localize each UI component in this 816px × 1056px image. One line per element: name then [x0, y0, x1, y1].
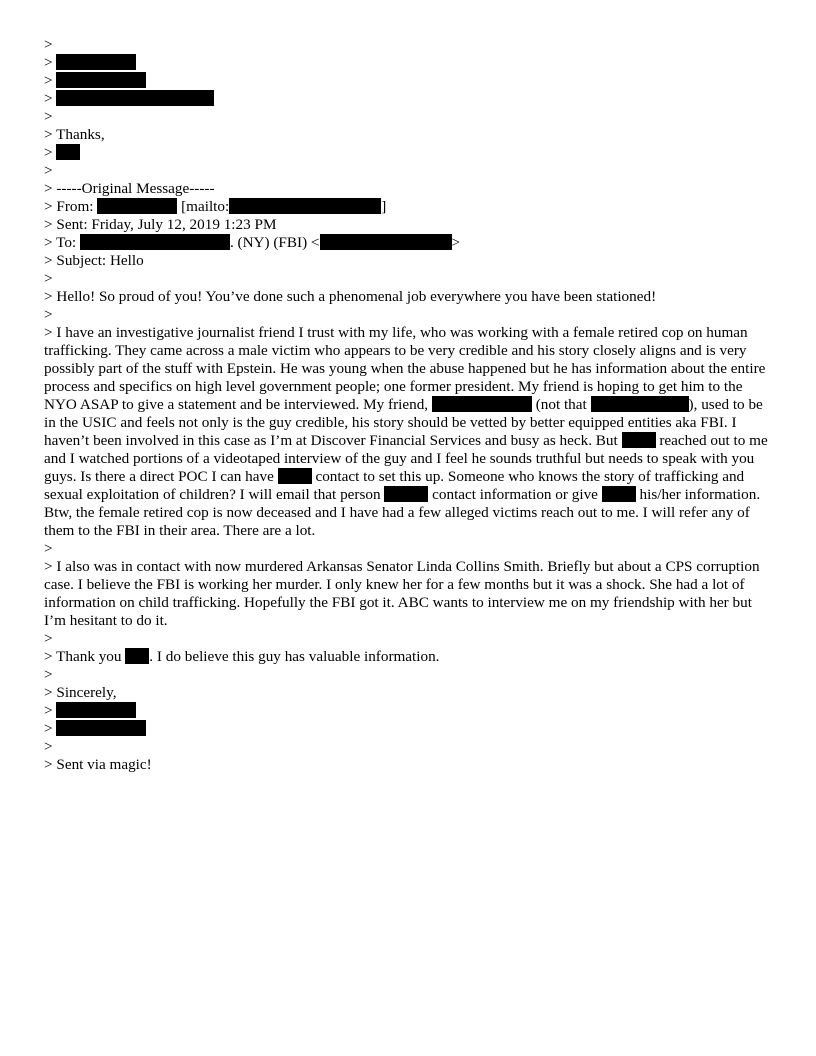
redaction-box [278, 468, 312, 484]
quote-marker: > [44, 288, 53, 305]
thanks-line [44, 126, 772, 144]
p1-e: contact to set this up. Someone who knows the story of trafficking and sexual exploitation of children? I will email that person [44, 468, 745, 503]
sincerely-text: Sincerely, [56, 684, 117, 701]
quote-line [44, 630, 772, 648]
subject-text: Subject: Hello [56, 252, 144, 269]
quote-marker: > [44, 666, 53, 683]
quote-line [44, 540, 772, 558]
redaction-box [56, 720, 146, 736]
quote-marker: > [44, 108, 53, 125]
p1-g: his/her information. Btw, the female retired cop is now deceased and I have had a few alleged victims reach out to me. I will refer any of them to the FBI in their area. There are a lot. [44, 486, 761, 539]
redaction-box [56, 54, 136, 70]
redaction-box [622, 432, 656, 448]
quote-marker: > [44, 126, 53, 143]
body-paragraph-2 [44, 558, 772, 630]
quote-marker: > [44, 630, 53, 647]
quote-line [44, 54, 772, 72]
quote-line [44, 90, 772, 108]
hello-line [44, 288, 772, 306]
quote-marker: > [44, 738, 53, 755]
thank-you-a: Thank you [56, 648, 122, 665]
quote-marker: > [44, 306, 53, 323]
quote-line [44, 738, 772, 756]
from-label: From: [56, 198, 94, 215]
quote-marker: > [44, 162, 53, 179]
mailto-close: ] [381, 198, 387, 215]
redaction-box [97, 198, 177, 214]
hello-text: Hello! So proud of you! You’ve done such a phenomenal job everywhere you have been stationed! [56, 288, 657, 305]
to-mid: . (NY) (FBI) < [229, 234, 320, 251]
p1-a: I have an investigative journalist friend I trust with my life, who was working with a female retired cop on human trafficking. They came across a male victim who appears to be very credible and his story closely aligns and is very possibly part of the stuff with Epstein. He was young when the abuse happened but he has information about the entire process and specifics on high level government people; one former president. My friend is hoping to get him to the NYO ASAP to give a statement and be interviewed. My friend, [44, 324, 766, 413]
to-label: To: [56, 234, 77, 251]
p1-b: (not that [535, 396, 587, 413]
redaction-box [56, 72, 146, 88]
redaction-box [125, 648, 149, 664]
p2-text: I also was in contact with now murdered Arkansas Senator Linda Collins Smith. Briefly but about a CPS corruption case. I believe the FBI is working her murder. I only knew her for a few months but it was a shock. She had a lot of information on child trafficking. Hopefully the FBI got it. ABC wants to interview me on my friendship with her but I’m hesitant to do it. [44, 558, 760, 629]
p1-d: reached out to me and I watched portions of a videotaped interview of the guy and I feel he sounds truthful but needs to speak with you guys. Is there a direct POC I can have [44, 432, 768, 485]
redaction-box [56, 702, 136, 718]
quote-line [44, 306, 772, 324]
quote-marker: > [44, 684, 53, 701]
quote-marker: > [44, 702, 53, 719]
email-document [44, 36, 772, 774]
sincerely-line [44, 684, 772, 702]
original-message-header: -----Original Message----- [56, 180, 215, 197]
quote-marker: > [44, 252, 53, 269]
quote-marker: > [44, 648, 53, 665]
quote-marker: > [44, 144, 53, 161]
quote-line [44, 720, 772, 738]
to-close: > [451, 234, 461, 251]
thanks-text: Thanks, [56, 126, 105, 143]
redaction-box [602, 486, 636, 502]
p1-c: ), used to be in the USIC and feels not only is the guy credible, his story should be vetted by better equipped entities aka FBI. I haven’t been involved in this case as I’m at Discover Financial Services and busy as heck. But [44, 396, 763, 449]
original-message-line [44, 180, 772, 198]
quote-marker: > [44, 72, 53, 89]
quote-marker: > [44, 198, 53, 215]
quote-marker: > [44, 558, 53, 575]
to-line [44, 234, 772, 252]
p1-f: contact information or give [432, 486, 598, 503]
subject-line [44, 252, 772, 270]
thank-you-b: . I do believe this guy has valuable information. [149, 648, 440, 665]
quote-marker: > [44, 36, 53, 53]
quote-marker: > [44, 540, 53, 557]
redaction-box [56, 144, 80, 160]
sent-line [44, 216, 772, 234]
sent-via-line [44, 756, 772, 774]
redaction-box [80, 234, 230, 250]
quote-marker: > [44, 270, 53, 287]
quote-line [44, 666, 772, 684]
quote-line [44, 72, 772, 90]
quote-marker: > [44, 720, 53, 737]
quote-line [44, 108, 772, 126]
quote-line [44, 36, 772, 54]
thank-you-line [44, 648, 772, 666]
quote-marker: > [44, 90, 53, 107]
redaction-box [432, 396, 532, 412]
quote-marker: > [44, 180, 53, 197]
quote-marker: > [44, 54, 53, 71]
redaction-box [384, 486, 428, 502]
quote-marker: > [44, 234, 53, 251]
quote-line [44, 144, 772, 162]
mailto-open: [mailto: [181, 198, 230, 215]
redaction-box [56, 90, 214, 106]
quote-line [44, 270, 772, 288]
redaction-box [229, 198, 381, 214]
from-line [44, 198, 772, 216]
quote-marker: > [44, 324, 53, 341]
quote-marker: > [44, 756, 53, 773]
body-paragraph-1 [44, 324, 772, 540]
quote-marker: > [44, 216, 53, 233]
redaction-box [591, 396, 689, 412]
redaction-box [320, 234, 452, 250]
quote-line [44, 162, 772, 180]
sent-via-text: Sent via magic! [56, 756, 152, 773]
quote-line [44, 702, 772, 720]
sent-text: Sent: Friday, July 12, 2019 1:23 PM [56, 216, 277, 233]
